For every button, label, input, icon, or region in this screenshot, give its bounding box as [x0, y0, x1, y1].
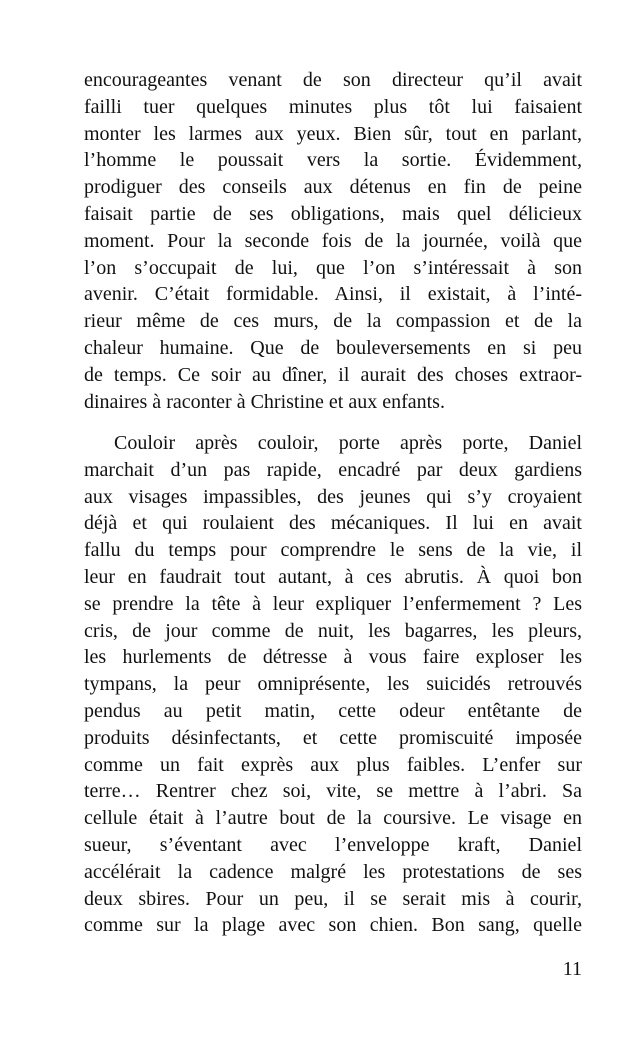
text-line: pendus au petit matin, cette odeur entêtante de	[84, 699, 582, 722]
text-line: leur en faudrait tout autant, à ces abrutis. À quoi bon	[84, 565, 582, 588]
text-line: l’on s’occupait de lui, que l’on s’intéressait à son	[84, 256, 582, 279]
text-line: accélérait la cadence malgré les protestations de ses	[84, 860, 582, 883]
text-line: prodiguer des conseils aux détenus en fin de peine	[84, 176, 582, 199]
text-line: dinaires à raconter à Christine et aux enfants.	[84, 390, 445, 413]
text-line: comme un fait exprès aux plus faibles. L’enfer sur	[84, 753, 582, 776]
text-line: les hurlements de détresse à vous faire exploser les	[84, 646, 582, 669]
text-line: déjà et qui roulaient des mécaniques. Il lui en avait	[84, 512, 582, 535]
text-line: aux visages impassibles, des jeunes qui s’y croyaient	[84, 485, 582, 508]
text-line: monter les larmes aux yeux. Bien sûr, tout en parlant,	[84, 122, 582, 145]
text-line: moment. Pour la seconde fois de la journée, voilà que	[84, 229, 582, 252]
text-line: l’homme le poussait vers la sortie. Évidemment,	[84, 149, 582, 172]
paragraph-1	[84, 67, 582, 415]
text-line: comme sur la plage avec son chien. Bon sang, quelle	[84, 914, 582, 937]
text-line: produits désinfectants, et cette promiscuité imposée	[84, 726, 582, 749]
text-line: avenir. C’était formidable. Ainsi, il existait, à l’inté-	[84, 283, 582, 306]
text-line: de temps. Ce soir au dîner, il aurait des choses extraor-	[84, 363, 582, 386]
text-line: Couloir après couloir, porte après porte, Daniel	[114, 432, 582, 454]
text-line: cellule était à l’autre bout de la coursive. Le visage en	[84, 807, 582, 830]
text-line: rieur même de ces murs, de la compassion et de la	[84, 310, 582, 333]
text-line: terre… Rentrer chez soi, vite, se mettre à l’abri. Sa	[84, 780, 582, 803]
text-line: chaleur humaine. Que de bouleversements en si peu	[84, 336, 582, 359]
text-line: tympans, la peur omniprésente, les suicidés retrouvés	[84, 673, 582, 696]
page-number: 11	[562, 958, 582, 980]
text-line: failli tuer quelques minutes plus tôt lui faisaient	[84, 95, 582, 118]
text-line: cris, de jour comme de nuit, les bagarres, les pleurs,	[84, 619, 582, 642]
text-line: fallu du temps pour comprendre le sens de la vie, il	[84, 539, 582, 562]
text-line: encourageantes venant de son directeur qu’il avait	[84, 69, 582, 91]
text-line: faisait partie de ses obligations, mais quel délicieux	[84, 202, 582, 225]
text-line: sueur, s’éventant avec l’enveloppe kraft, Daniel	[84, 833, 582, 856]
text-line: marchait d’un pas rapide, encadré par deux gardiens	[84, 458, 582, 481]
text-line: se prendre la tête à leur expliquer l’enfermement ? Les	[84, 592, 582, 615]
text-line: deux sbires. Pour un peu, il se serait mis à courir,	[84, 887, 582, 910]
paragraph-2	[84, 430, 582, 939]
